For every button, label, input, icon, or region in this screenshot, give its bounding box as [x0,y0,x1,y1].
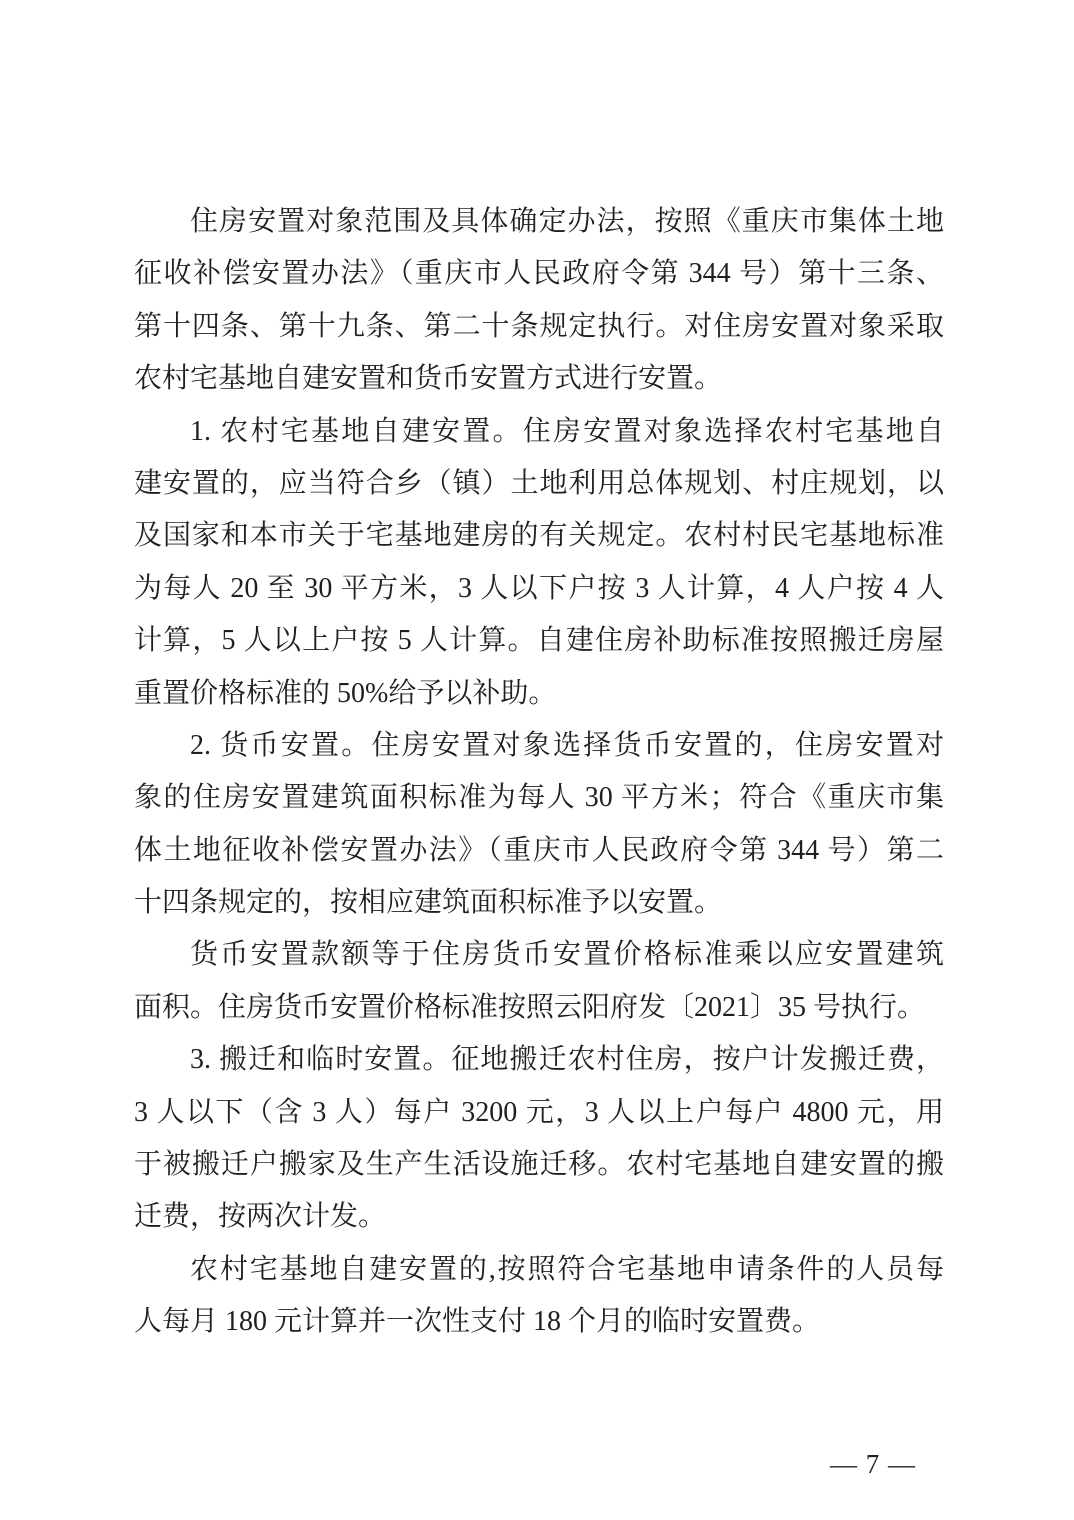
text-line: 体土地征收补偿安置办法》（重庆市人民政府令第 344 号）第二 [134,834,944,866]
text-line: 货币安置款额等于住房货币安置价格标准乘以应安置建筑 [190,939,944,971]
text-line: 建安置的，应当符合乡（镇）土地利用总体规划、村庄规划，以 [134,467,944,499]
text-line: 面积。住房货币安置价格标准按照云阳府发〔2021〕35 号执行。 [134,991,926,1023]
text-line: 2. 货币安置。住房安置对象选择货币安置的，住房安置对 [190,729,944,761]
para-2-monetary-resettlement [134,720,944,930]
text-line: 3. 搬迁和临时安置。征地搬迁农村住房，按户计发搬迁费， [190,1044,944,1076]
para-temporary-settlement-fee [134,1244,944,1349]
text-line: 象的住房安置建筑面积标准为每人 30 平方米；符合《重庆市集 [134,782,944,814]
text-line: 计算，5 人以上户按 5 人计算。自建住房补助标准按照搬迁房屋 [134,625,944,657]
text-line: 为每人 20 至 30 平方米，3 人以下户按 3 人计算，4 人户按 4 人 [134,572,944,604]
text-line: 人每月 180 元计算并一次性支付 18 个月的临时安置费。 [134,1306,821,1338]
para-housing-scope [134,196,944,406]
text-line: 3 人以下（含 3 人）每户 3200 元，3 人以上户每户 4800 元，用 [134,1096,944,1128]
document-body [134,196,944,1349]
text-line: 迁费，按两次计发。 [134,1201,387,1233]
text-line: 十四条规定的，按相应建筑面积标准予以安置。 [134,887,723,919]
page-number: — 7 — [830,1449,916,1479]
text-line: 于被搬迁户搬家及生产生活设施迁移。农村宅基地自建安置的搬 [134,1149,944,1181]
para-3-relocation-temporary [134,1034,944,1244]
text-line: 重置价格标准的 50%给予以补助。 [134,677,557,709]
text-line: 农村宅基地自建安置的,按照符合宅基地申请条件的人员每 [190,1253,944,1285]
text-line: 1. 农村宅基地自建安置。住房安置对象选择农村宅基地自 [190,415,944,447]
text-line: 征收补偿安置办法》（重庆市人民政府令第 344 号）第十三条、 [134,258,944,290]
text-line: 农村宅基地自建安置和货币安置方式进行安置。 [134,363,723,395]
text-line: 第十四条、第十九条、第二十条规定执行。对住房安置对象采取 [134,310,944,342]
para-monetary-amount [134,929,944,1034]
text-line: 住房安置对象范围及具体确定办法，按照《重庆市集体土地 [190,206,944,237]
para-1-rural-homestead-self-build [134,406,944,720]
text-line: 及国家和本市关于宅基地建房的有关规定。农村村民宅基地标准 [134,520,944,552]
